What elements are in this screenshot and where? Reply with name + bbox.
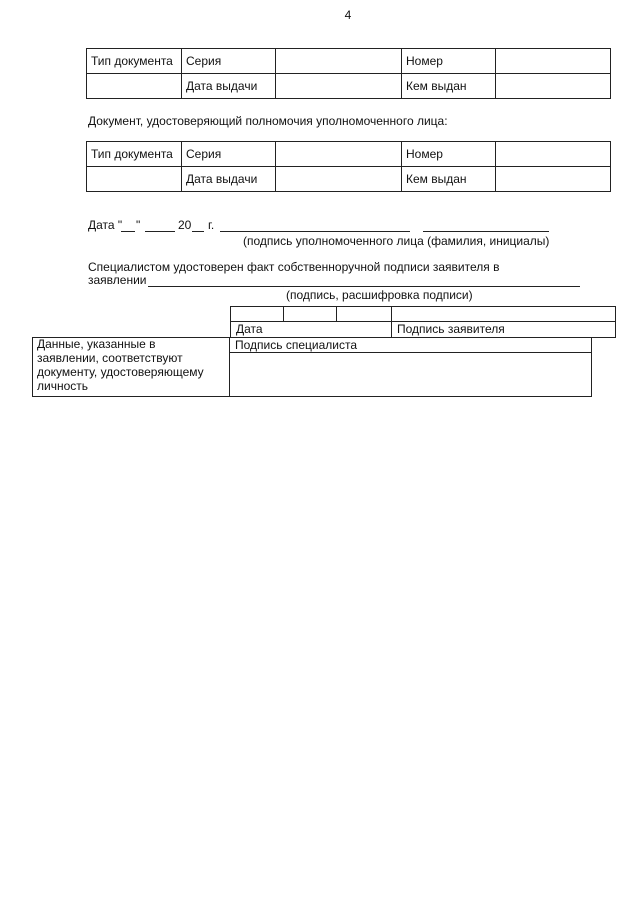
date-year-blank[interactable] xyxy=(192,231,204,232)
auth-doc-issued-by-value[interactable] xyxy=(496,167,611,192)
date-label: Дата " xyxy=(88,218,123,232)
document-table xyxy=(86,48,611,99)
grid-vline xyxy=(391,306,392,337)
authority-doc-caption: Документ, удостоверяющий полномочия уполномоченного лица: xyxy=(88,114,448,128)
auth-doc-number-label: Номер xyxy=(402,142,496,167)
doc-number-value[interactable] xyxy=(496,49,611,74)
auth-doc-type-label: Тип документа xyxy=(87,142,182,167)
verification-text-line: документу, удостоверяющему xyxy=(37,365,204,379)
auth-doc-number-value[interactable] xyxy=(496,142,611,167)
auth-doc-series-value[interactable] xyxy=(276,142,402,167)
grid-vline xyxy=(283,306,284,321)
doc-series-value[interactable] xyxy=(276,49,402,74)
auth-doc-issue-date-value[interactable] xyxy=(276,167,402,192)
specialist-signature-caption: (подпись, расшифровка подписи) xyxy=(286,288,473,302)
verification-text-line: Данные, указанные в xyxy=(37,337,156,351)
verification-row-line xyxy=(229,352,591,353)
grid-vline xyxy=(336,306,337,321)
specialist-certify-prefix: заявлении xyxy=(88,273,147,287)
verification-text-line: заявлении, соответствуют xyxy=(37,351,183,365)
doc-issued-by-value[interactable] xyxy=(496,74,611,99)
authorized-name-blank[interactable] xyxy=(423,231,549,232)
doc-issue-date-label: Дата выдачи xyxy=(182,74,276,99)
date-year-prefix: 20 xyxy=(178,218,192,232)
verification-divider xyxy=(229,337,230,396)
specialist-signature-blank[interactable] xyxy=(148,286,580,287)
date-day-blank[interactable] xyxy=(121,231,135,232)
specialist-certify-line: Специалистом удостоверен факт собственноручной подписи заявителя в xyxy=(88,260,500,274)
doc-issue-date-value[interactable] xyxy=(276,74,402,99)
doc-empty-cell xyxy=(87,74,182,99)
specialist-sign-label: Подпись специалиста xyxy=(235,338,357,352)
date-year-suffix: г. xyxy=(208,218,215,232)
specialist-sign-field[interactable] xyxy=(232,354,588,394)
verification-text-line: личность xyxy=(37,379,89,393)
doc-type-label: Тип документа xyxy=(87,49,182,74)
auth-doc-series-label: Серия xyxy=(182,142,276,167)
date-month-blank[interactable] xyxy=(145,231,175,232)
doc-series-label: Серия xyxy=(182,49,276,74)
doc-issued-by-label: Кем выдан xyxy=(402,74,496,99)
auth-doc-issue-date-label: Дата выдачи xyxy=(182,167,276,192)
date-signature-row xyxy=(88,218,558,234)
authority-document-table xyxy=(86,141,611,192)
grid-date-label: Дата xyxy=(236,322,263,336)
doc-number-label: Номер xyxy=(402,49,496,74)
auth-doc-issued-by-label: Кем выдан xyxy=(402,167,496,192)
grid-applicant-sign-label: Подпись заявителя xyxy=(397,322,505,336)
page-number: 4 xyxy=(344,8,352,22)
authorized-signature-blank[interactable] xyxy=(220,231,410,232)
auth-doc-empty-cell xyxy=(87,167,182,192)
verification-left-text xyxy=(37,337,227,393)
authorized-signature-caption: (подпись уполномоченного лица (фамилия, инициалы) xyxy=(243,234,550,248)
date-quote-close: " xyxy=(136,218,141,232)
